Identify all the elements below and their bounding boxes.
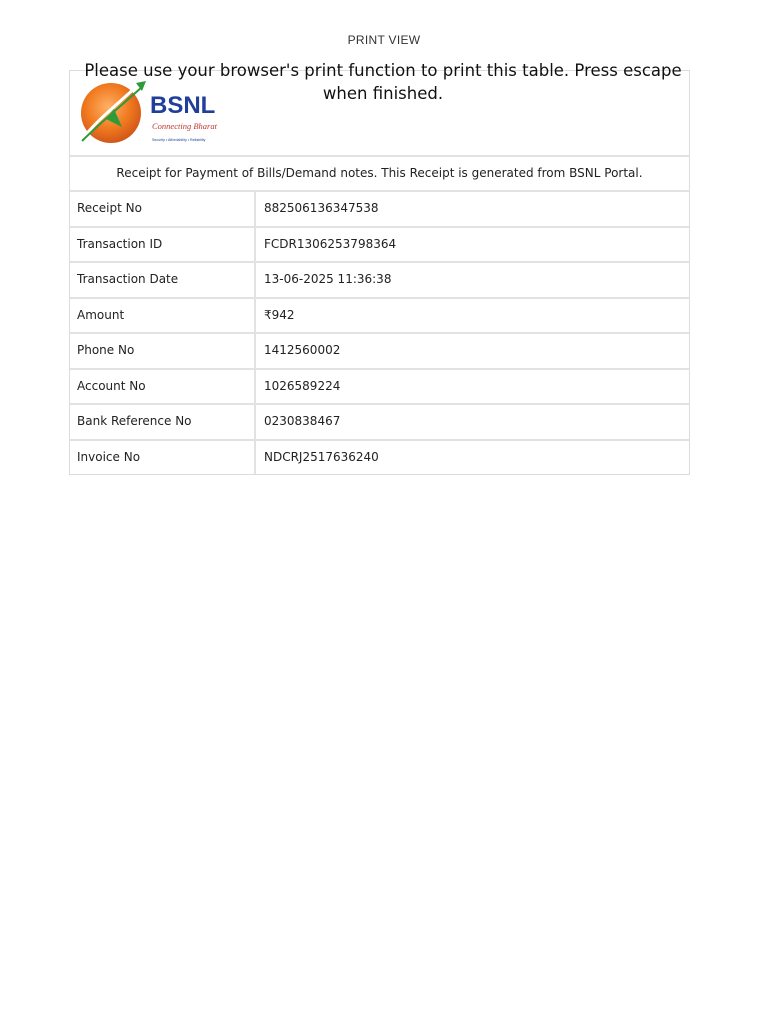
svg-text:Security • Affordability • Rel: Security • Affordability • Reliability (152, 138, 206, 142)
row-value: 1412560002 (264, 343, 341, 357)
table-row (70, 405, 689, 441)
table-row (70, 299, 689, 335)
row-value: 13-06-2025 11:36:38 (264, 272, 392, 286)
table-row (70, 263, 689, 299)
row-label: Receipt No (70, 192, 256, 226)
row-value: NDCRJ2517636240 (264, 449, 379, 464)
row-label: Invoice No (70, 441, 256, 475)
table-row (70, 334, 689, 370)
row-value: 882506136347538 (264, 201, 379, 215)
print-instructions: Please use your browser's print function to print this table. Press escape when finished. (84, 61, 682, 103)
receipt-table (69, 70, 690, 475)
row-label: Phone No (70, 334, 256, 368)
row-label: Transaction ID (70, 228, 256, 262)
row-value: 1026589224 (264, 378, 341, 393)
row-value: ₹942 (264, 307, 295, 322)
svg-text:BSNL: BSNL (150, 92, 216, 119)
row-label: Transaction Date (70, 263, 256, 297)
table-row (70, 370, 689, 406)
row-value: FCDR1306253798364 (264, 236, 397, 251)
table-row (70, 441, 689, 475)
table-row (70, 228, 689, 264)
receipt-caption: Receipt for Payment of Bills/Demand notes. This Receipt is generated from BSNL Portal. (70, 157, 689, 192)
svg-text:Connecting Bharat: Connecting Bharat (152, 121, 217, 131)
row-value: 0230838467 (264, 414, 341, 428)
print-view-title: PRINT VIEW (347, 33, 421, 47)
row-label: Bank Reference No (70, 405, 256, 439)
row-label: Account No (70, 370, 256, 404)
row-label: Amount (70, 299, 256, 333)
table-row (70, 192, 689, 228)
